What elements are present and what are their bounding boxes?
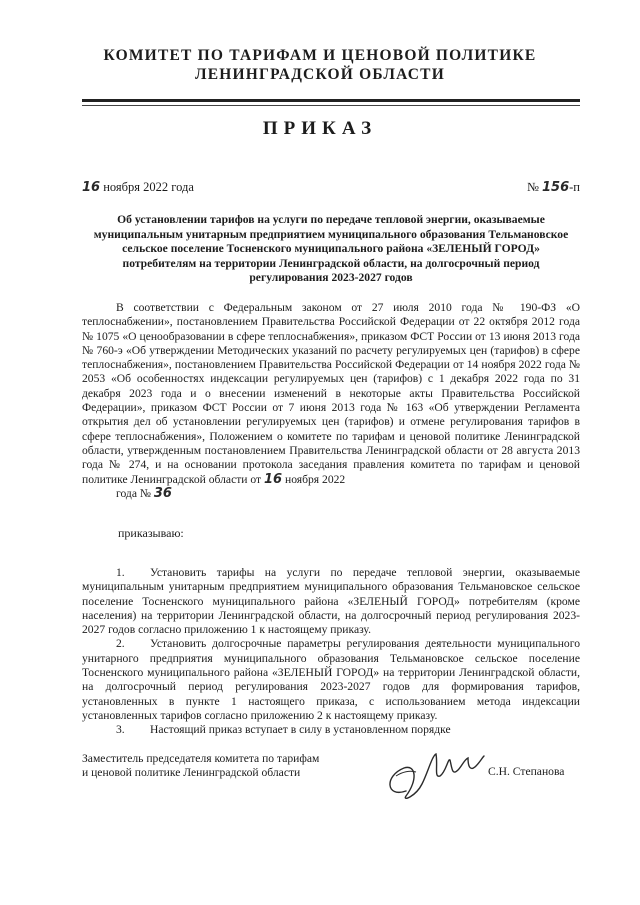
header-rule-thin [82, 105, 580, 106]
title-line: регулирования 2023-2027 годов [249, 271, 413, 284]
order-item [82, 723, 580, 737]
preamble-text-month: ноября 2022 [282, 472, 346, 486]
item-number: 2. [116, 637, 125, 651]
order-item [82, 637, 580, 723]
preamble-paragraph [82, 301, 580, 501]
handwritten-protocol-day: 16 [264, 471, 283, 487]
preamble-text-year: года № [116, 486, 151, 500]
item-text: Настоящий приказ вступает в силу в установленном порядке [150, 723, 451, 737]
order-number-prefix: № [526, 180, 539, 194]
position-line: и ценовой политике Ленинградской области [82, 766, 301, 780]
header-rule-thick [82, 99, 580, 102]
issuer-name [60, 46, 580, 84]
order-number-suffix: -п [569, 180, 580, 194]
signatory-name: С.Н. Степанова [488, 765, 565, 778]
handwritten-protocol-number: 36 [153, 485, 172, 501]
handwritten-order-number: 156 [542, 180, 570, 195]
order-item [82, 566, 580, 637]
title-line: сельское поселение Тосненского муниципального района «ЗЕЛЕНЫЙ ГОРОД» [122, 242, 540, 255]
handwritten-signature [376, 736, 486, 806]
item-text: Установить долгосрочные параметры регулирования деятельности муниципального унитарного предприятия муниципального образования Тельмановское сельское поселение Тосненского муниципального района «ЗЕЛЕНЫЙ ГОРОД» на территории Ленинградской области, на долгосрочный период регулирования 2023-2027 годов для формирования тарифов, установленных в пункте 1 настоящего приказа, с использованием метода индексации установленных тарифов согласно приложению 2 к настоящему приказу. [82, 637, 580, 722]
resolve-clause: приказываю: [118, 526, 184, 540]
position-line: Заместитель председателя комитета по тарифам [82, 752, 320, 765]
item-number: 3. [116, 723, 125, 737]
issuer-line-2: ЛЕНИНГРАДСКОЙ ОБЛАСТИ [195, 66, 445, 83]
item-number: 1. [116, 566, 125, 579]
order-number [527, 180, 580, 195]
title-line: муниципальным унитарным предприятием муниципального образования Тельмановское [93, 227, 569, 241]
handwritten-date-day: 16 [82, 180, 101, 195]
title-line: потребителям на территории Ленинградской области, на долгосрочный период [122, 256, 540, 270]
order-title [82, 213, 580, 286]
order-date [82, 180, 194, 195]
preamble-text: В соответствии с Федеральным законом от 27 июля 2010 года № 190-ФЗ «О теплоснабжении», постановлением Правительства Российской Федерации от 22 октября 2012 года № 1075 «О ценообразовании в сфере теплоснабжения», приказом ФСТ России от 13 июня 2013 года № 760-э «Об утверждении Методических указаний по расчету регулируемых цен (тарифов) в сфере теплоснабжения», постановлением Правительства Российской Федерации от 14 ноября 2022 года № 2053 «Об особенностях индексации регулируемых цен (тарифов) с 1 декабря 2022 года по 31 декабря 2023 года и о внесении изменений в некоторые акты Правительства Российской Федерации», приказом ФСТ России от 7 июня 2013 года № 163 «Об утверждении Регламента открытия дел об установлении регулируемых цен (тарифов) и отмене регулирования тарифов в сфере теплоснабжения», Положением о комитете по тарифам и ценовой политике Ленинградской области, утвержденным постановлением Правительства Ленинградской области от 28 августа 2013 года № 274, и на основании протокола заседания правления комитета по тарифам и ценовой политике Ленинградской области от [82, 301, 580, 486]
order-date-text: ноября 2022 года [100, 180, 194, 194]
issuer-line-1: КОМИТЕТ ПО ТАРИФАМ И ЦЕНОВОЙ ПОЛИТИКЕ [103, 47, 537, 64]
document-type: ПРИКАЗ [262, 118, 378, 139]
preamble-last-line [82, 487, 580, 501]
title-line: Об установлении тарифов на услуги по передаче тепловой энергии, оказываемые [117, 213, 545, 226]
order-items [82, 566, 580, 738]
signatory-position [82, 752, 319, 781]
item-text: Установить тарифы на услуги по передаче тепловой энергии, оказываемые муниципальным унитарным предприятием муниципального образования Тельмановское сельское поселение Тосненского муниципального района «ЗЕЛЕНЫЙ ГОРОД» потребителям (кроме населения) на территории Ленинградской области, на долгосрочный период регулирования 2023-2027 годов согласно приложению 1 к настоящему приказу. [82, 566, 580, 637]
